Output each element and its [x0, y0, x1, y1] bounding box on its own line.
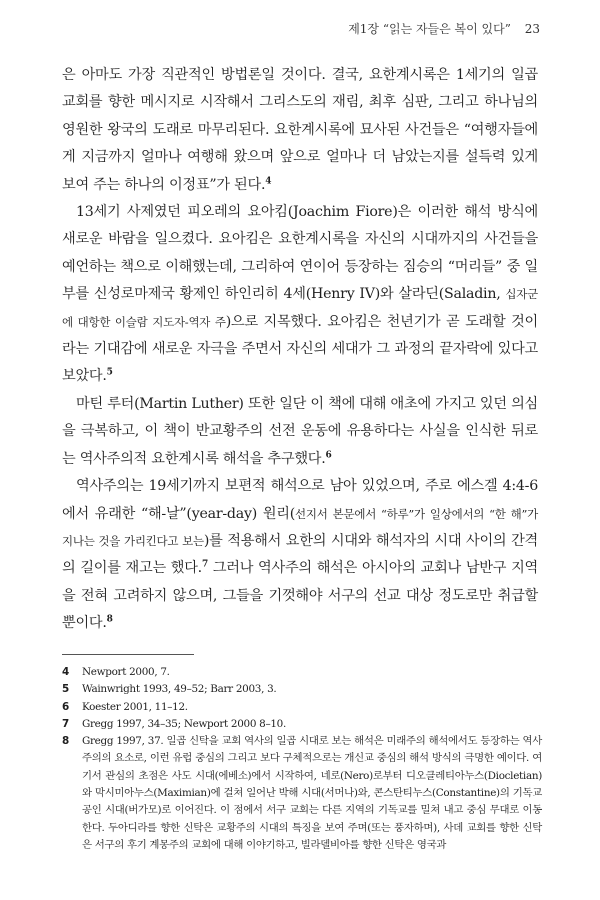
footnote-text: Wainwright 1993, 49–52; Barr 2003, 3. [82, 683, 277, 696]
main-text [62, 62, 538, 638]
footnote-5 [62, 681, 542, 698]
footnote-divider [62, 654, 194, 655]
paragraph-4: 역사주의는 19세기까지 보편적 해석으로 남아 있었으며, 주로 에스겔 4:4-6에서 유래한 “해-날”(year-day) 원리(선지서 본문에서 “하루”가 일상에서의 “한 해”가 지나는 것을 가리킨다고 보는)를 적용해서 요한의 시대와 해석자의 시대 사이의 간격의 길이를 재고는 했다.$^7$ 그러나 역사주의 해석은 아시아의 교회나 남반구 지역을 전혀 고려하지 않으며, 그들을 기껏해야 서구의 선교 대상 정도로만 취급할 뿐이다.$^8$ [62, 478, 538, 632]
paragraph-2: 13세기 사제였던 피오레의 요아킴(Joachim Fiore)은 이러한 해석 방식에 새로운 바람을 일으켰다. 요아킴은 요한계시록을 자신의 시대까지의 사건들을 예언하는 책으로 이해했는데, 그리하여 연이어 등장하는 짐승의 “머리들” 중 일부를 신성로마제국 황제인 하인리히 4세(Henry IV)와 살라딘(Saladin, 십자군에 대항한 이슬람 지도자-역자 주)으로 지목했다. 요아킴은 천년기가 곧 도래할 것이라는 기대감에 새로운 자극을 주면서 자신의 세대가 그 과정의 끝자락에 있다고 보았다.$^5$ [62, 204, 538, 385]
paragraph-1: 은 아마도 가장 직관적인 방법론일 것이다. 결국, 요한계시록은 1세기의 일곱 교회를 향한 메시지로 시작해서 그리스도의 재림, 최후 심판, 그리고 하나님의 영원한 왕국의 도래로 마무리된다. 요한계시록에 묘사된 사건들은 “여행자들에게 지금까지 얼마나 여행해 왔으며 앞으로 얼마나 더 남았는지를 설득력 있게 보여 주는 하나의 이정표”가 된다.$^4$ [62, 67, 538, 193]
footnote-text: Gregg 1997, 34–35; Newport 2000 8–10. [82, 717, 286, 730]
footnote-ref-7[interactable]: 7 [201, 559, 208, 570]
footnote-text: Newport 2000, 7. [82, 666, 170, 678]
footnote-number: 6 [62, 700, 70, 713]
paragraph-3: 마틴 루터(Martin Luther) 또한 일단 이 책에 대해 애초에 가지고 있던 의심을 극복하고, 이 책이 반교황주의 선전 운동에 유용하다는 사실을 인식한 뒤로는 역사주의적 요한계시록 해석을 추구했다.$^6$ [62, 395, 538, 467]
footnote-8 [62, 733, 542, 854]
footnote-ref-5[interactable]: 5 [106, 367, 113, 378]
footnote-4 [62, 664, 542, 681]
footnote-7 [62, 716, 542, 733]
translator-note: 십자군에 대항한 이슬람 지도자-역자 주 [62, 287, 538, 329]
footnote-6 [62, 699, 542, 716]
footnote-number: 5 [62, 683, 70, 696]
footnote-text: Koester 2001, 11–12. [82, 700, 188, 713]
inline-explanation: 선지서 본문에서 “하루”가 일상에서의 “한 해”가 지나는 것을 가리킨다고 보는 [62, 506, 538, 548]
footnote-number: 4 [62, 666, 70, 678]
footnote-ref-8[interactable]: 8 [106, 614, 113, 625]
footnotes [62, 664, 542, 854]
footnote-number: 8 [62, 735, 70, 748]
running-header [348, 20, 540, 37]
page-number: 23 [524, 22, 540, 36]
chapter-title: 제1장 “읽는 자들은 복이 있다” [348, 22, 511, 36]
footnote-number: 7 [62, 717, 70, 730]
footnote-ref-6[interactable]: 6 [325, 449, 332, 460]
footnote-ref-4[interactable]: 4 [265, 175, 272, 186]
footnote-text: Gregg 1997, 37. 일곱 신탁을 교회 역사의 일곱 시대로 보는 해석은 미래주의 해석에서도 등장하는 역사주의의 요소로, 이런 유럽 중심의 그리고 보다 구체적으로는 개신교 중심의 해석 방식의 극명한 예이다. 여기서 관심의 초점은 사도 시대(에베소)에서 시작하여, 네로(Nero)로부터 디오클레티아누스(Diocletian)와 막시미아누스(Maximian)에 걸쳐 일어난 박해 시대(서머나)와, 콘스탄티누스(Constantine)의 기독교 공인 시대(버가모)로 이어진다. 이 점에서 서구 교회는 다른 지역의 기독교를 밀쳐 내고 중심 무대로 이동한다. 두아디라를 향한 신탁은 교황주의 시대의 특징을 보여 주며(또는 풍자하며), 사데 교회를 향한 신탁은 서구의 후기 계몽주의 교회에 대해 이야기하고, 빌라델비아를 향한 신탁은 영국과 [82, 735, 542, 851]
